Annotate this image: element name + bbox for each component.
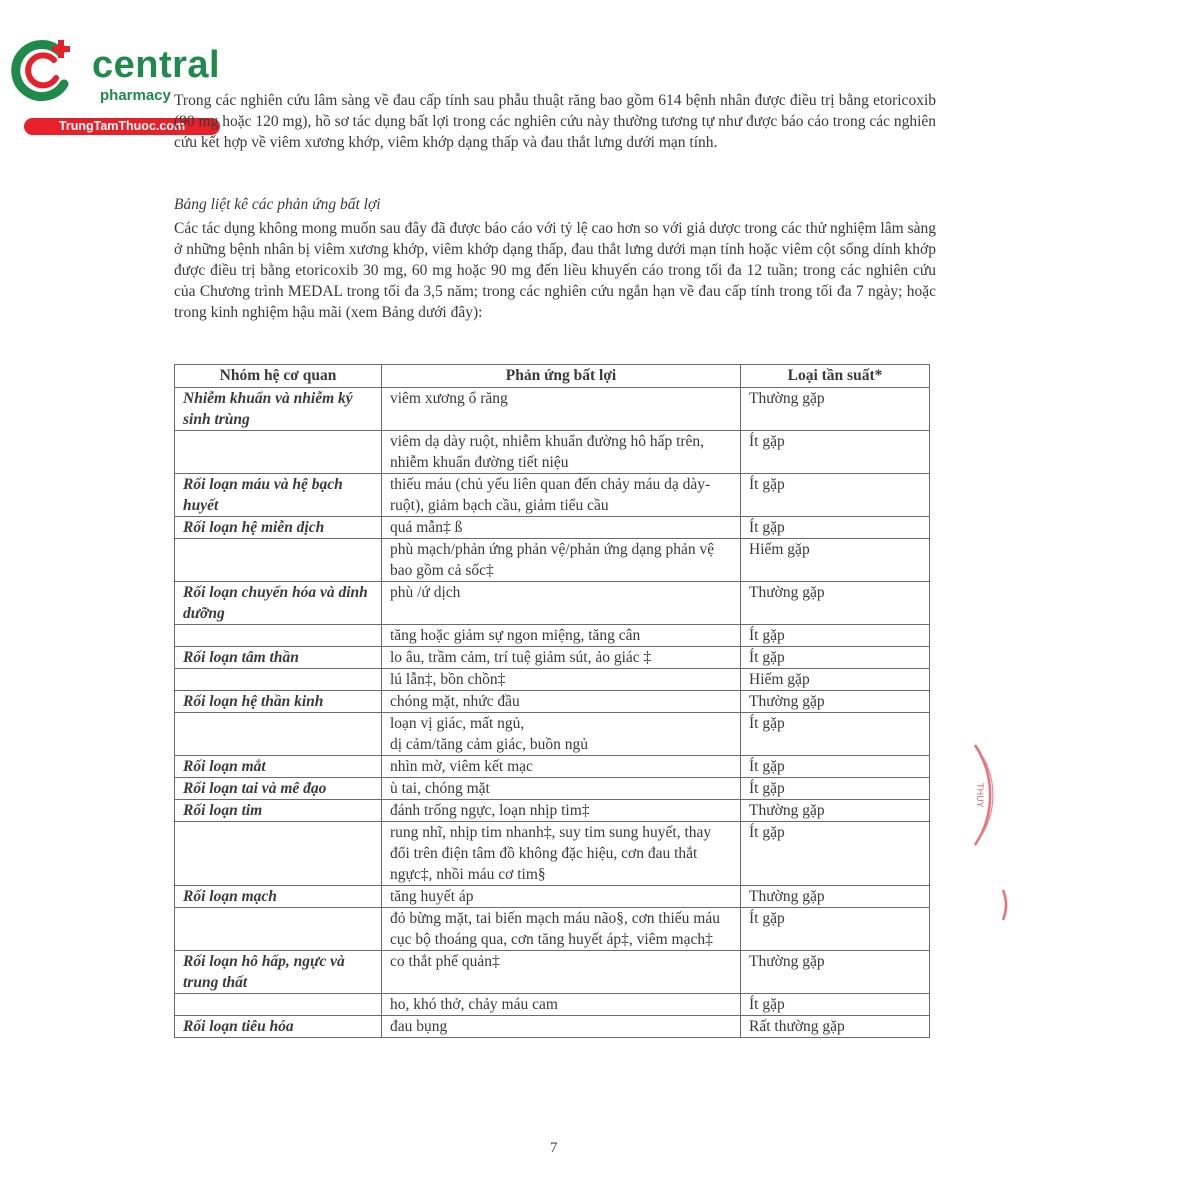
header-frequency: Loại tần suất*: [741, 365, 930, 388]
reaction-cell: lú lẫn‡, bồn chồn‡: [382, 669, 741, 691]
logo-ring-icon: [10, 38, 76, 104]
frequency-cell: Hiếm gặp: [741, 669, 930, 691]
reaction-cell: chóng mặt, nhức đầu: [382, 691, 741, 713]
table-header-row: [175, 365, 930, 388]
section-heading: Bảng liệt kê các phản ứng bất lợi: [174, 196, 381, 213]
svg-text:THUY: THUY: [974, 783, 984, 808]
reaction-cell: co thắt phế quản‡: [382, 951, 741, 994]
reaction-cell: ho, khó thở, chảy máu cam: [382, 994, 741, 1016]
intro-paragraph: Trong các nghiên cứu lâm sàng về đau cấp tính sau phẫu thuật răng bao gồm 614 bệnh nhân được điều trị bằng etoricoxib (90 mg hoặc 120 mg), hồ sơ tác dụng bất lợi trong các nghiên cứu này thường tương tự như được báo cáo trong các nghiên cứu kết hợp về viêm xương khớp, viêm khớp dạng thấp và đau thắt lưng dưới mạn tính.: [174, 92, 937, 151]
frequency-cell: Ít gặp: [741, 756, 930, 778]
organ-cell: [175, 713, 382, 756]
frequency-cell: Thường gặp: [741, 800, 930, 822]
reaction-cell: lo âu, trầm cảm, trí tuệ giảm sút, ảo giác ‡: [382, 647, 741, 669]
table-row: [175, 1016, 930, 1038]
reaction-cell: quá mẫn‡ ß: [382, 517, 741, 539]
organ-cell: [175, 822, 382, 886]
frequency-cell: Ít gặp: [741, 625, 930, 647]
table-row: [175, 691, 930, 713]
table-row: [175, 517, 930, 539]
table-row: [175, 582, 930, 625]
frequency-cell: Ít gặp: [741, 713, 930, 756]
frequency-cell: Ít gặp: [741, 778, 930, 800]
table-row: [175, 388, 930, 431]
frequency-cell: Thường gặp: [741, 691, 930, 713]
frequency-cell: Ít gặp: [741, 517, 930, 539]
organ-cell: Rối loạn máu và hệ bạch huyết: [175, 474, 382, 517]
adverse-reactions-table: [174, 364, 930, 1038]
header-organ: Nhóm hệ cơ quan: [175, 365, 382, 388]
reaction-cell: đỏ bừng mặt, tai biến mạch máu não§, cơn thiếu máu cục bộ thoáng qua, cơn tăng huyết áp‡, viêm mạch‡: [382, 908, 741, 951]
table-row: [175, 756, 930, 778]
organ-cell: [175, 539, 382, 582]
logo-subtitle: pharmacy: [100, 87, 171, 104]
organ-cell: Rối loạn mạch: [175, 886, 382, 908]
organ-cell: [175, 625, 382, 647]
organ-cell: Rối loạn mắt: [175, 756, 382, 778]
reaction-cell: viêm dạ dày ruột, nhiễm khuẩn đường hô hấp trên, nhiễm khuẩn đường tiết niệu: [382, 431, 741, 474]
table-row: [175, 539, 930, 582]
organ-cell: [175, 669, 382, 691]
table-row: [175, 951, 930, 994]
reaction-cell: tăng huyết áp: [382, 886, 741, 908]
frequency-cell: Rất thường gặp: [741, 1016, 930, 1038]
frequency-cell: Thường gặp: [741, 886, 930, 908]
organ-cell: Rối loạn tim: [175, 800, 382, 822]
reaction-cell: nhìn mờ, viêm kết mạc: [382, 756, 741, 778]
table-row: [175, 994, 930, 1016]
reaction-cell: ù tai, chóng mặt: [382, 778, 741, 800]
logo-name: central: [92, 44, 221, 86]
organ-cell: Rối loạn tiêu hóa: [175, 1016, 382, 1038]
organ-cell: Rối loạn tai và mê đạo: [175, 778, 382, 800]
page-number: 7: [550, 1140, 558, 1156]
table-row: [175, 474, 930, 517]
organ-cell: Rối loạn hô hấp, ngực và trung thất: [175, 951, 382, 994]
table-row: [175, 822, 930, 886]
organ-cell: [175, 908, 382, 951]
organ-cell: [175, 994, 382, 1016]
table-row: [175, 625, 930, 647]
seal-stamp-icon: [955, 735, 1015, 935]
organ-cell: Nhiễm khuẩn và nhiễm ký sinh trùng: [175, 388, 382, 431]
frequency-cell: Ít gặp: [741, 994, 930, 1016]
reaction-cell: rung nhĩ, nhịp tim nhanh‡, suy tim sung huyết, thay đổi trên điện tâm đồ không đặc hiệu, cơn đau thắt ngực‡, nhồi máu cơ tim§: [382, 822, 741, 886]
organ-cell: Rối loạn hệ miễn dịch: [175, 517, 382, 539]
table-row: [175, 886, 930, 908]
table-row: [175, 908, 930, 951]
table-row: [175, 800, 930, 822]
organ-cell: Rối loạn hệ thần kinh: [175, 691, 382, 713]
reaction-cell: phù /ứ dịch: [382, 582, 741, 625]
table-row: [175, 778, 930, 800]
reaction-cell: tăng hoặc giảm sự ngon miệng, tăng cân: [382, 625, 741, 647]
reaction-cell: loạn vị giác, mất ngủ, dị cảm/tăng cảm giác, buồn ngủ: [382, 713, 741, 756]
table-row: [175, 431, 930, 474]
reaction-cell: phù mạch/phản ứng phản vệ/phản ứng dạng phản vệ bao gồm cả sốc‡: [382, 539, 741, 582]
table-row: [175, 669, 930, 691]
organ-cell: Rối loạn chuyển hóa và dinh dưỡng: [175, 582, 382, 625]
frequency-cell: Ít gặp: [741, 908, 930, 951]
frequency-cell: Ít gặp: [741, 647, 930, 669]
header-reaction: Phản ứng bất lợi: [382, 365, 741, 388]
frequency-cell: Ít gặp: [741, 822, 930, 886]
frequency-cell: Hiếm gặp: [741, 539, 930, 582]
reaction-cell: viêm xương ổ răng: [382, 388, 741, 431]
logo-site: TrungTamThuoc.com: [24, 118, 220, 135]
frequency-cell: Ít gặp: [741, 474, 930, 517]
organ-cell: Rối loạn tâm thần: [175, 647, 382, 669]
frequency-cell: Thường gặp: [741, 582, 930, 625]
reaction-cell: đau bụng: [382, 1016, 741, 1038]
table-row: [175, 647, 930, 669]
organ-cell: [175, 431, 382, 474]
frequency-cell: Thường gặp: [741, 951, 930, 994]
table-row: [175, 713, 930, 756]
frequency-cell: Thường gặp: [741, 388, 930, 431]
frequency-cell: Ít gặp: [741, 431, 930, 474]
reaction-cell: thiếu máu (chủ yếu liên quan đến chảy máu dạ dày-ruột), giảm bạch cầu, giảm tiểu cầu: [382, 474, 741, 517]
reaction-cell: đánh trống ngực, loạn nhịp tim‡: [382, 800, 741, 822]
body-paragraph: Các tác dụng không mong muốn sau đây đã được báo cáo với tỷ lệ cao hơn so với giả dược trong các thử nghiệm lâm sàng ở những bệnh nhân bị viêm xương khớp, viêm khớp dạng thấp, đau thắt lưng dưới mạn tính hoặc viêm cột sống dính khớp được điều trị bằng etoricoxib 30 mg, 60 mg hoặc 90 mg đến liều khuyến cáo trong tối đa 12 tuần; trong các nghiên cứu của Chương trình MEDAL trong tối đa 3,5 năm; trong các nghiên cứu ngắn hạn về đau cấp tính trong tối đa 7 ngày; hoặc trong kinh nghiệm hậu mãi (xem Bảng dưới đây):: [174, 220, 936, 321]
